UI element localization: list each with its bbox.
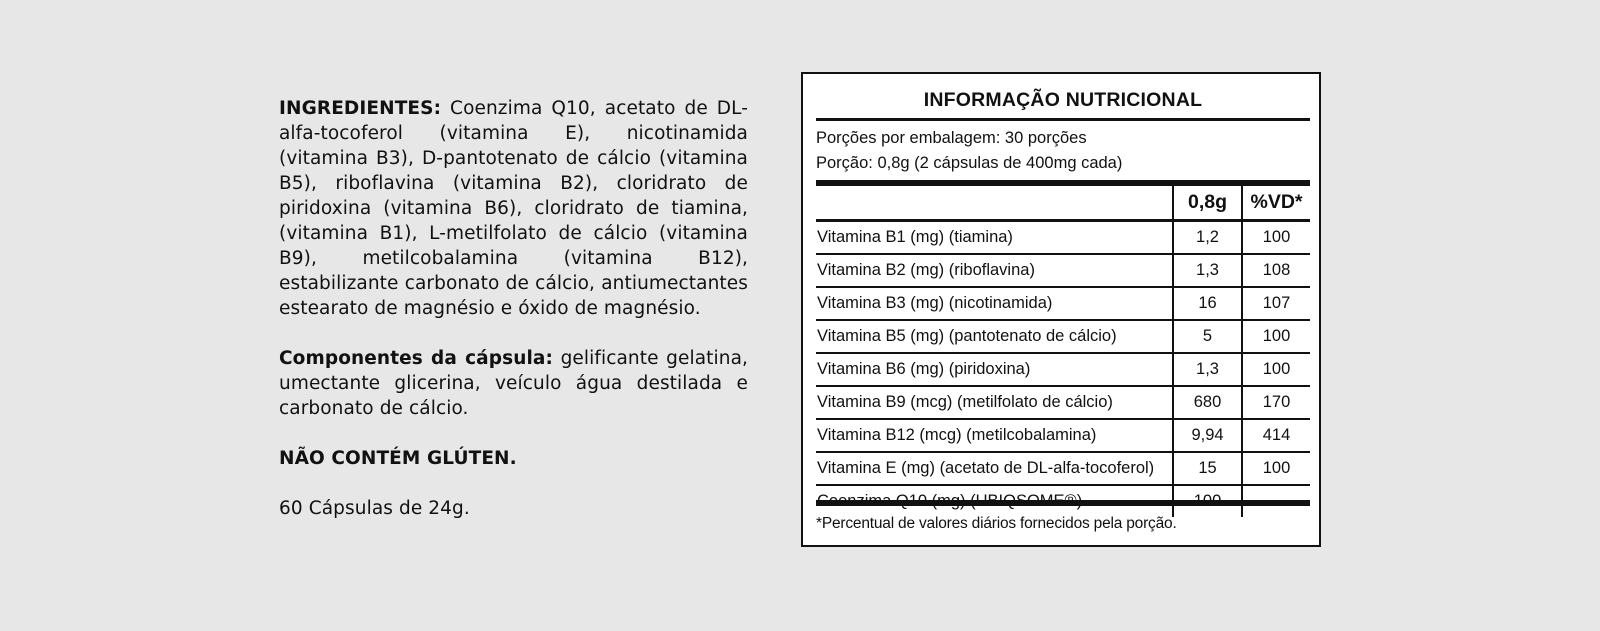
servings-per-package: Porções por embalagem: 30 porções [816, 129, 1087, 147]
nutrient-amount: 1,2 [1173, 221, 1242, 255]
nutrient-name: Vitamina B1 (mg) (tiamina) [816, 221, 1173, 255]
table-row [816, 287, 1310, 320]
nutrition-facts-panel [801, 72, 1321, 547]
header-name-cell [816, 186, 1173, 221]
capsule-components-label: Componentes da cápsula: [279, 348, 553, 369]
ingredients-paragraph [279, 96, 748, 321]
nutrient-daily-value: 100 [1242, 353, 1310, 386]
ingredients-text: Coenzima Q10, acetato de DL-alfa-tocoferol (vitamina E), nicotinamida (vitamina B3), D-pantotenato de cálcio (vitamina B5), riboflavina (vitamina B2), cloridrato de piridoxina (vitamina B6), cloridrato de tiamina, (vitamina B1), L-metilfolato de cálcio (vitamina B9), metilcobalamina (vitamina B12), estabilizante carbonato de cálcio, antiumectantes estearato de magnésio e óxido de magnésio. [279, 98, 748, 319]
table-header-row [816, 186, 1310, 221]
title-divider [816, 118, 1310, 121]
table-row [816, 320, 1310, 353]
nutrient-daily-value: 170 [1242, 386, 1310, 419]
nutrient-name: Vitamina B3 (mg) (nicotinamida) [816, 287, 1173, 320]
capsule-components-paragraph [279, 346, 748, 421]
nutrient-amount: 680 [1173, 386, 1242, 419]
table-row [816, 221, 1310, 255]
table-row [816, 386, 1310, 419]
nutrition-table [816, 186, 1310, 517]
nutrient-amount: 1,3 [1173, 353, 1242, 386]
ingredients-label: INGREDIENTES: [279, 98, 442, 119]
nutrition-title: INFORMAÇÃO NUTRICIONAL [923, 89, 1203, 111]
table-row [816, 452, 1310, 485]
nutrient-amount: 16 [1173, 287, 1242, 320]
nutrient-daily-value: 108 [1242, 254, 1310, 287]
nutrient-amount: 1,3 [1173, 254, 1242, 287]
capsule-components-text: gelificante gelatina, umectante glicerina, veículo água destilada e carbonato de cálcio. [279, 348, 749, 419]
footnote: *Percentual de valores diários fornecidos pela porção. [816, 515, 1177, 532]
header-amount: 0,8g [1173, 186, 1242, 221]
nutrient-name: Vitamina B2 (mg) (riboflavina) [816, 254, 1173, 287]
nutrient-daily-value: 100 [1242, 452, 1310, 485]
nutrient-daily-value: 107 [1242, 287, 1310, 320]
nutrient-daily-value: 414 [1242, 419, 1310, 452]
nutrient-name: Vitamina B9 (mcg) (metilfolato de cálcio) [816, 386, 1173, 419]
nutrient-name: Vitamina B6 (mg) (piridoxina) [816, 353, 1173, 386]
nutrient-name: Vitamina E (mg) (acetato de DL-alfa-tocoferol) [816, 452, 1173, 485]
table-row [816, 254, 1310, 287]
nutrient-amount: 15 [1173, 452, 1242, 485]
header-daily-value: %VD* [1242, 186, 1310, 221]
footer-thick-divider [816, 500, 1310, 506]
table-row [816, 353, 1310, 386]
portion-size: Porção: 0,8g (2 cápsulas de 400mg cada) [816, 154, 1123, 172]
nutrient-amount: 9,94 [1173, 419, 1242, 452]
gluten-statement [279, 446, 748, 471]
ingredients-block [279, 96, 748, 546]
nutrient-name: Vitamina B12 (mcg) (metilcobalamina) [816, 419, 1173, 452]
nutrient-amount: 5 [1173, 320, 1242, 353]
nutrient-daily-value: 100 [1242, 221, 1310, 255]
table-row [816, 419, 1310, 452]
nutrient-daily-value: 100 [1242, 320, 1310, 353]
package-info: 60 Cápsulas de 24g. [279, 498, 470, 519]
gluten-statement-text: NÃO CONTÉM GLÚTEN. [279, 448, 517, 469]
nutrient-name: Vitamina B5 (mg) (pantotenato de cálcio) [816, 320, 1173, 353]
